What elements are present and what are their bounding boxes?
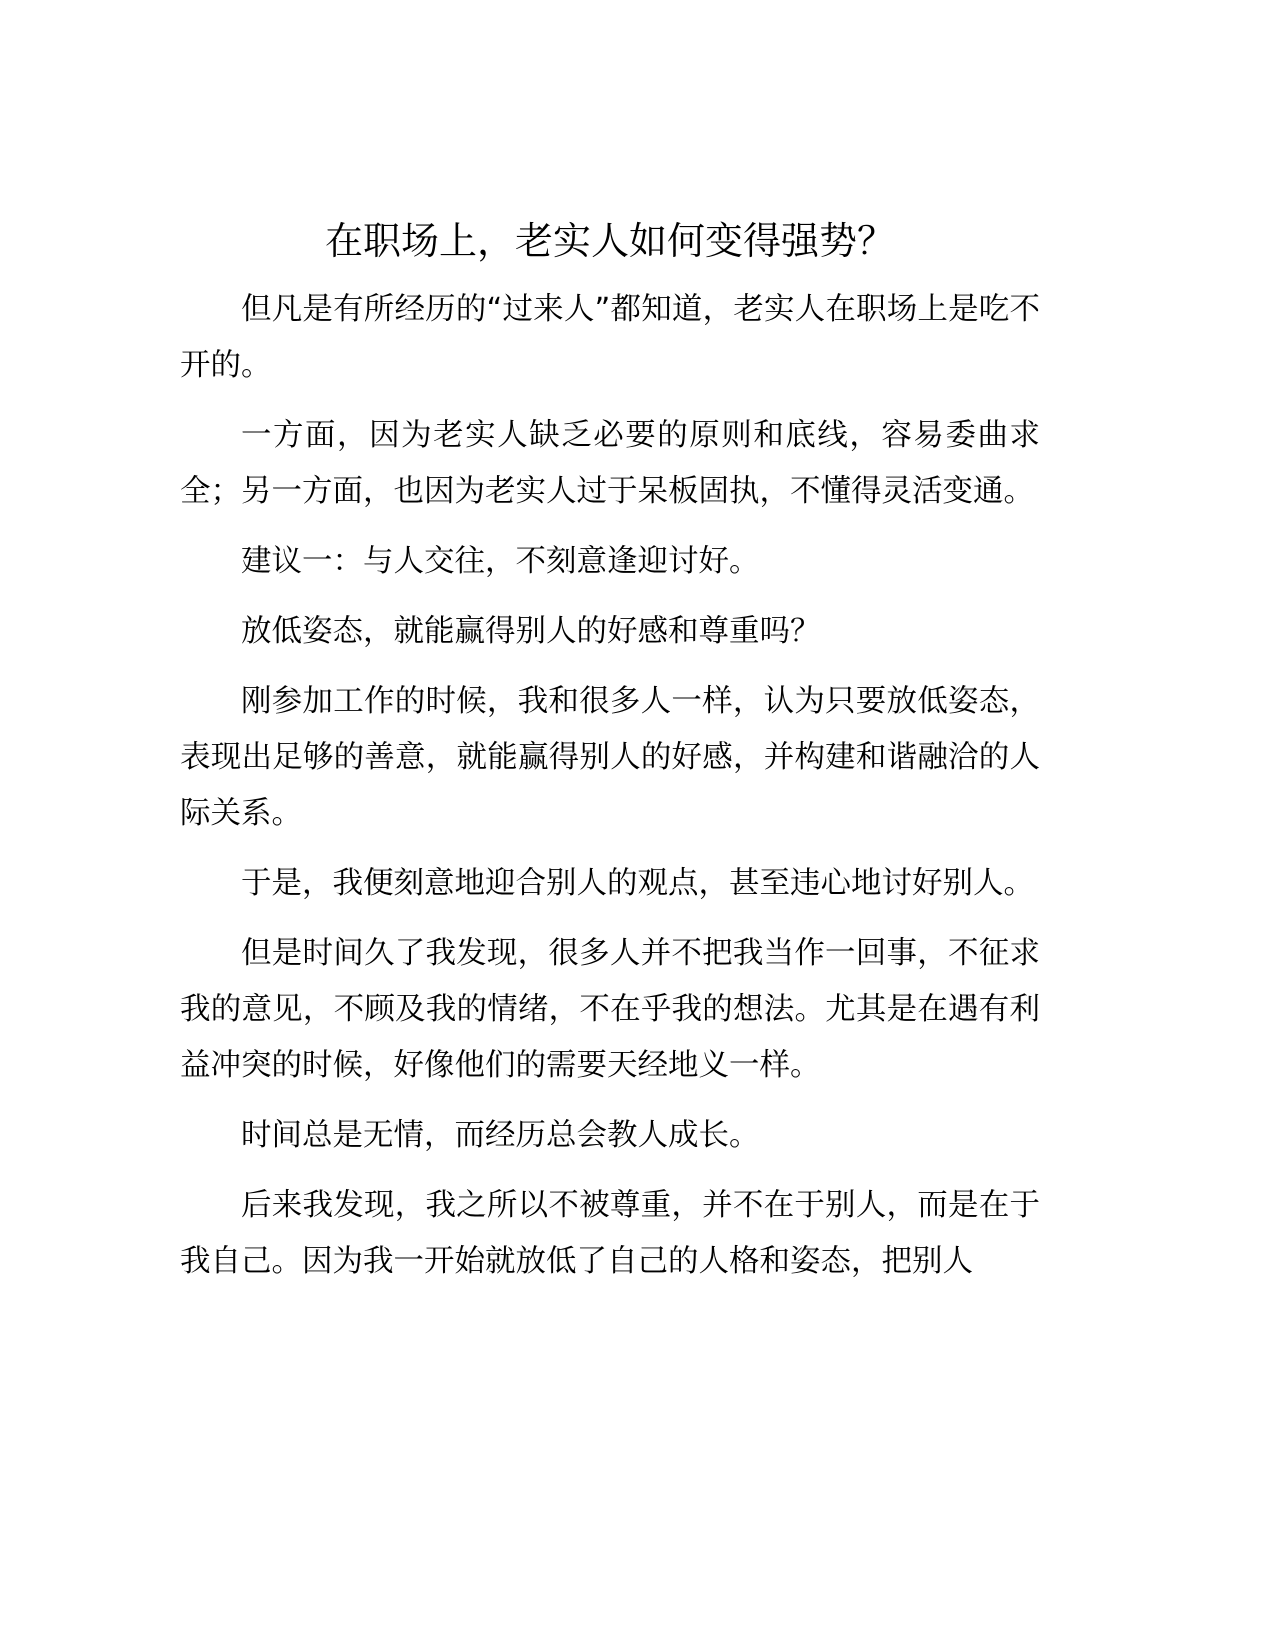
paragraph: 一方面，因为老实人缺乏必要的原则和底线，容易委曲求全；另一方面，也因为老实人过于呆板固执，不懂得灵活变通。	[180, 418, 1040, 509]
paragraph: 但凡是有所经历的“过来人”都知道，老实人在职场上是吃不开的。	[180, 292, 1040, 383]
paragraph: 但是时间久了我发现，很多人并不把我当作一回事，不征求我的意见，不顾及我的情绪，不在乎我的想法。尤其是在遇有利益冲突的时候，好像他们的需要天经地义一样。	[180, 936, 1040, 1083]
paragraph: 后来我发现，我之所以不被尊重，并不在于别人，而是在于我自己。因为我一开始就放低了自己的人格和姿态，把别人	[180, 1188, 1040, 1279]
document-title: 在职场上，老实人如何变得强势？	[324, 219, 895, 263]
paragraph: 建议一：与人交往，不刻意逢迎讨好。	[241, 544, 760, 579]
paragraph: 放低姿态，就能赢得别人的好感和尊重吗？	[241, 614, 821, 649]
paragraph: 于是，我便刻意地迎合别人的观点，甚至违心地讨好别人。	[241, 866, 1034, 901]
document-body	[180, 282, 1040, 1304]
paragraph: 时间总是无情，而经历总会教人成长。	[241, 1118, 760, 1153]
paragraph: 刚参加工作的时候，我和很多人一样，认为只要放低姿态，表现出足够的善意，就能赢得别人的好感，并构建和谐融洽的人际关系。	[180, 684, 1040, 831]
